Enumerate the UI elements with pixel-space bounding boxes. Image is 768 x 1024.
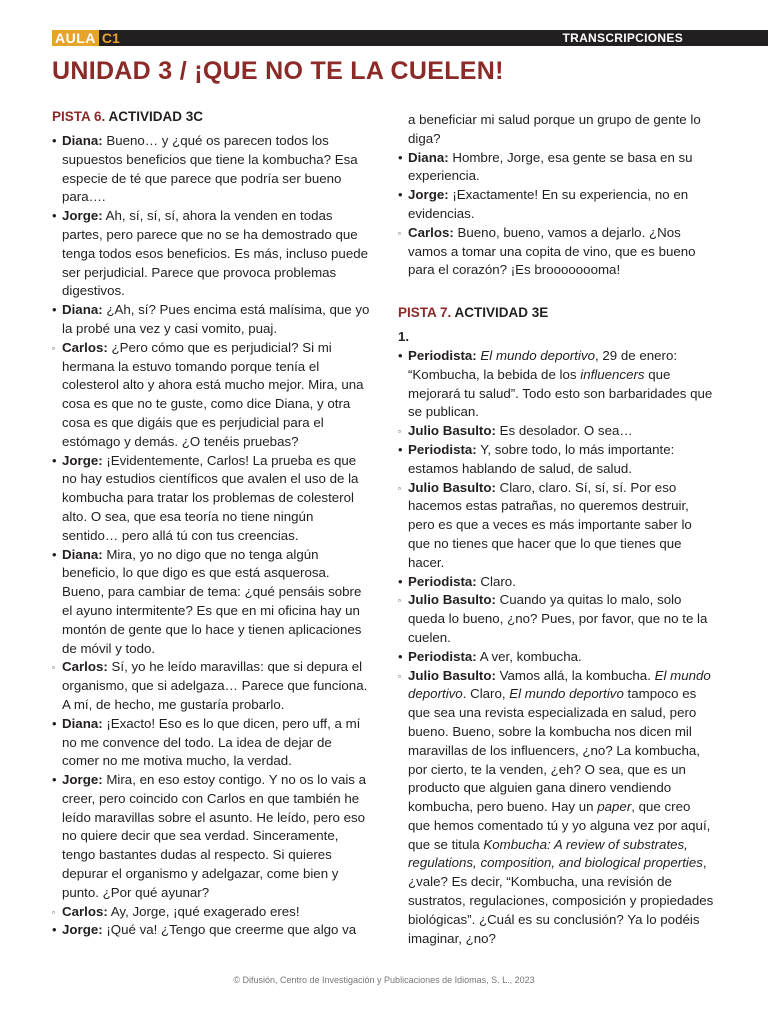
turn-text: Hombre, Jorge, esa gente se basa en su experiencia. [408,149,693,184]
turn-text: ¿Ah, sí? Pues encima está malísima, que yo la probé una vez y casi vomito, puaj. [62,302,370,336]
bullet-icon: • [52,208,57,224]
turn-text: , 29 de enero: “Kombucha, la bebida de los [408,347,678,382]
dialogue-turn [398,573,716,592]
dialogue-turn [398,667,716,949]
square-bullet-icon: ▫ [398,596,401,606]
speaker: Diana: [62,546,103,562]
square-bullet-icon: ▫ [52,907,55,917]
speaker: Jorge: [408,187,449,203]
turn-text: Claro. [480,573,516,589]
bullet-icon: • [52,772,57,788]
turn-text: Sí, yo he leído maravillas: que si depura el organismo, que si adelgaza… Parece que funciona. A mí, de hecho, me gustaría probarlo. [62,659,368,712]
bullet-icon: • [398,441,403,457]
speaker: Diana: [62,715,103,731]
bullet-icon: • [52,715,57,731]
speaker: Diana: [408,149,449,165]
logo-main: AULA [52,30,99,46]
speaker: Periodista: [408,573,477,589]
bullet-icon: • [398,187,403,203]
turn-text: Mira, en eso estoy contigo. Y no os lo vais a creer, pero coincido con Carlos en que también he leído maravillas sobre el asunto. He leído, pero eso no quiere decir que sea verdad. Sinceramente, tengo bastantes dudas al respecto. Si quieres depurar el organismo y adelgazar, come bien y punto. ¿Por qué ayunar? [62,772,367,900]
bullet-icon: • [398,149,403,165]
dialogue-turn [52,771,372,903]
speaker: Julio Basulto: [408,423,496,439]
square-bullet-icon: ▫ [52,343,55,353]
turn-text: Bueno… y ¿qué os parecen todos los supuestos beneficios que tiene la kombucha? Esa especie de té que parece que podría ser bueno para…. [62,133,358,205]
dialogue-turn [398,441,716,479]
square-bullet-icon: ▫ [398,228,401,238]
dialogue-continuation [398,111,716,149]
copyright-footer: © Difusión, Centro de Investigación y Publicaciones de Idiomas, S. L., 2023 [233,975,535,985]
square-bullet-icon: ▫ [398,427,401,437]
speaker: Carlos: [62,903,108,919]
square-bullet-icon: ▫ [52,663,55,673]
left-column [52,108,372,940]
bullet-icon: • [398,347,403,363]
section-label: TRANSCRIPCIONES [562,31,683,45]
speaker: Jorge: [62,452,103,468]
turn-text: Mira, yo no digo que no tenga algún beneficio, lo que digo es que está asquerosa. Bueno, para cambiar de tema: ¿qué pensáis sobre el ayuno intermitente? Es que en mi oficina hay un montón de gente que lo hace y tienen aplicaciones de móvil y todo. [62,546,362,656]
turn-text: , ¿vale? Es decir, “Kombucha, una revisión de sustratos, regulaciones, composición y propiedades biológicas”. ¿Cuál es su conclusión? Ya lo podéis imaginar, ¿no? [408,855,714,946]
dialogue-turn [52,546,372,659]
turn-text: Cuando ya quitas lo malo, solo queda lo bueno, ¿no? Pues, por favor, que no te la cuelen. [408,592,708,645]
dialogue-turn [398,422,716,441]
dialogue-turn [398,648,716,667]
bullet-icon: • [398,573,403,589]
bullet-icon: • [52,546,57,562]
bullet-icon: • [52,302,57,318]
turn-text: A ver, kombucha. [479,648,582,664]
dialogue-turn [398,149,716,187]
pista-heading [52,108,372,126]
speaker: Julio Basulto: [408,479,496,495]
turn-text: Ay, Jorge, ¡qué exagerado eres! [110,903,300,919]
top-bar [52,30,768,46]
speaker: Julio Basulto: [408,667,496,683]
dialogue-turn [52,207,372,301]
speaker: Julio Basulto: [408,592,496,608]
item-number: 1. [398,329,410,345]
logo-level: C1 [99,30,123,46]
dialogue-turn [52,339,372,452]
turn-text: a beneficiar mi salud porque un grupo de gente lo diga? [408,112,701,146]
turn-text: ¿Pero cómo que es perjudicial? Si mi hermana la estuvo tomando porque tenía el colesterol alto y ahora está mucho mejor. Mira, una cosa es que no te guste, como dice Diana, y otra cosa es que digáis que es perjudicial para el estómago y demás. ¿O tenéis pruebas? [62,339,364,449]
pista-activity: ACTIVIDAD 3C [108,109,204,124]
square-bullet-icon: ▫ [398,483,401,493]
speaker: Periodista: [408,648,477,664]
pista-heading [398,304,716,322]
italic-title: El mundo deportivo [480,347,595,363]
turn-text: Vamos allá, la kombucha. [499,667,655,683]
dialogue-turn [52,658,372,714]
dialogue-turn [398,186,716,224]
dialogue-turn [398,591,716,647]
turn-text: Claro, claro. Sí, sí, sí. Por eso hacemos estas patrañas, no queremos destruir, pero es que a veces es más importante saber lo que no tienes que hacer que lo que tienes que hacer. [408,479,692,570]
right-column [398,111,716,948]
speaker: Periodista: [408,441,477,457]
turn-text: Bueno, bueno, vamos a dejarlo. ¿Nos vamos a tomar una copita de vino, que es bueno para el corazón? ¡Es broooooooma! [408,224,696,278]
aula-logo [52,30,123,46]
speaker: Diana: [62,302,103,318]
speaker: Jorge: [62,208,103,224]
speaker: Diana: [62,133,103,148]
turn-text: ¡Exactamente! En su experiencia, no en evidencias. [408,187,689,221]
turn-text: ¡Exacto! Eso es lo que dicen, pero uff, a mí no me convence del todo. La idea de dejar de comer no me motiva mucho, la verdad. [62,715,361,769]
italic-title: El mundo deportivo [408,667,711,702]
speaker: Jorge: [62,922,103,938]
speaker: Carlos: [408,224,454,240]
turn-text: Y, sobre todo, lo más importante: estamos hablando de salud, de salud. [408,441,675,476]
turn-text: Ah, sí, sí, sí, ahora la venden en todas partes, pero parece que no se ha demostrado que tenga todos esos beneficios. Es más, incluso puede ser perjudicial. Parece que provoca problemas digestivos. [62,208,369,299]
turn-text: , que creo que hemos comentado tú y yo alguna vez por aquí, que se titula [408,799,711,852]
dialogue-turn [398,479,716,573]
italic-title: El mundo deportivo [509,686,624,702]
dialogue-turn [52,132,372,207]
pista-activity: ACTIVIDAD 3E [454,305,549,321]
spacer [398,280,716,304]
dialogue-turn [52,301,372,339]
bullet-icon: • [52,922,57,938]
dialogue-turn [398,347,716,422]
italic-title: Kombucha: A review of substrates, regulations, composition, and biological properties [408,836,703,871]
turn-text: ¡Qué va! ¿Tengo que creerme que algo va [106,922,357,938]
turn-text: que mejorará tu salud”. Todo esto son barbaridades que se publican. [408,366,713,420]
speaker: Jorge: [62,772,103,788]
speaker: Carlos: [62,339,108,355]
pista-number: PISTA 7. [398,305,452,321]
square-bullet-icon: ▫ [398,671,401,681]
dialogue-turn [52,903,372,922]
italic-term: paper [597,799,632,815]
turn-text: tampoco es que sea una revista especializada en salud, pero bueno. Bueno, sobre la kombucha nos dicen mil maravillas de los influencers, ¿no? La kombucha, por cierto, te la venden, ¿eh? O sea, que es un producto que alguien gana dinero vendiendo kombucha, pero bueno. Hay un [408,686,700,815]
pista-number: PISTA 6. [52,109,106,124]
dialogue-turn [52,452,372,546]
page-title: UNIDAD 3 / ¡QUE NO TE LA CUELEN! [52,57,504,85]
bullet-icon: • [52,452,57,468]
speaker: Carlos: [62,659,108,675]
italic-term: influencers [580,366,645,382]
speaker: Periodista: [408,347,477,363]
dialogue-turn [398,224,716,280]
turn-text: . Claro, [462,686,510,702]
bullet-icon: • [52,133,57,148]
dialogue-turn [52,715,372,771]
bullet-icon: • [398,648,403,664]
turn-text: ¡Evidentemente, Carlos! La prueba es que no hay estudios científicos que avalen el uso de la kombucha para tratar los problemas de colesterol alto. O sea, que esa teoría no tiene ningún sentido… pero allá tú con tus creencias. [62,452,359,543]
turn-text: Es desolador. O sea… [499,423,633,439]
dialogue-turn [52,921,372,940]
